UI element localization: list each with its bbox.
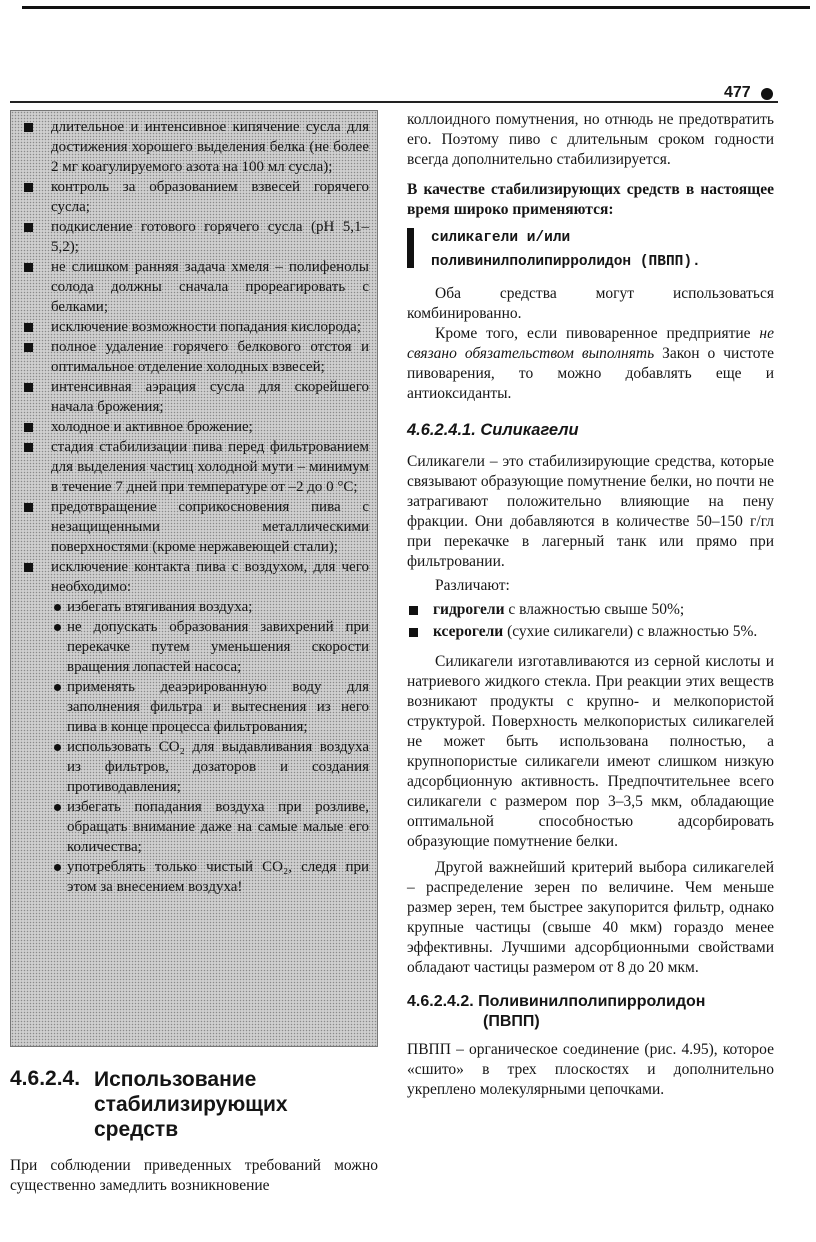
list-item: контроль за образованием взвесей горячего сусла; [11,177,369,217]
paragraph: коллоидного помутнения, но отнюдь не предотвратить его. Поэтому пиво с длительным сроком годности всегда дополнительно стабилизируется. [407,111,774,168]
list-item: исключение возможности попадания кислорода; [11,317,369,337]
paragraph: Оба средства могут использоваться комбинированно. [407,285,774,322]
paragraph: Силикагели – это стабилизирующие средства, которые связывают образующие помутнение белки, но почти не затрагивают положительно влияющие на пену фракции. Они добавляются в количестве 50–150 г/гл при перекачке в лагерный танк или прямо при фильтровании. [407,453,774,570]
top-rule [22,6,810,9]
sub-list-item: избегать попадания воздуха при розливе, обращать внимание даже на самые малые его количества; [51,797,369,857]
air-contact-sublist [51,597,369,897]
paragraph: ПВПП – органическое соединение (рис. 4.95), которое «сшито» в трех плоскостях и дополнительно укреплено молекулярными цепочками. [407,1041,774,1098]
requirements-box [10,110,378,1047]
list-item: исключение контакта пива с воздухом, для чего необходимо: избегать втягивания воздуха; не допускать образования завихрений при перекачке путем уменьшения скорости вращения лопастей насоса; применять деаэрированную воду для заполнения фильтра и вытеснения из него пива в конце процесса фильтрования; использовать CO₂ для выдавливания воздуха из фильтров, дозаторов и создания противодавления; избегать попадания воздуха при розливе, обращать внимание даже на самые малые его количества; употреблять только чистый CO₂, следя при этом за внесением воздуха! [11,557,369,897]
bullet-square-icon [24,443,33,452]
gel-types-list [407,600,774,642]
bullet-square-icon [409,628,418,637]
list-item: подкисление готового горячего сусла (рН 5,1–5,2); [11,217,369,257]
bullet-square-icon [24,503,33,512]
list-item: гидрогели с влажностью свыше 50%; [407,600,774,620]
bullet-square-icon [24,563,33,572]
paragraph: Кроме того, если пивоваренное предприятие не связано обязательством выполнять Закон о чистоте пивоварения, то можно добавлять еще и антиоксиданты. [407,325,775,402]
sub-list-item: применять деаэрированную воду для заполнения фильтра и вытеснения из него пива в конце процесса фильтрования; [51,677,369,737]
bullet-square-icon [24,263,33,272]
bullet-square-icon [24,183,33,192]
paragraph: Силикагели изготавливаются из серной кислоты и натриевого жидкого стекла. При реакции этих веществ возникают продукты с крупно- и мелкопористой структурой. Поверхность мелкопористых силикагелей не может быть использована полностью, а крупнопористые силикагели имеют слишком низкую адсорбционную активность. Предпочтительнее всего силикагели с размером пор 3–3,5 мкм, обладающие оптимальной способностью адсорбировать образующие помутнение белки. [407,653,774,850]
list-item: предотвращение соприкосновения пива с незащищенными металлическими поверхностями (кроме нержавеющей стали); [11,497,369,557]
bullet-square-icon [409,606,418,615]
requirements-list [11,117,369,897]
list-item: ксерогели (сухие силикагели) с влажностью 5%. [407,622,774,642]
paragraph: Различают: [435,577,510,594]
paragraph: Другой важнейший критерий выбора силикагелей – распределение зерен по величине. Чем меньше размер зерен, тем быстрее закупорится фильтр, однако крупные частицы (свыше 40 мкм) гораздо менее эффективны. Лучшими адсорбционными свойствами обладают частицы размером от 8 до 20 мкм. [407,859,774,976]
sub-list-item: употреблять только чистый CO₂, следя при этом за внесением воздуха! [51,857,369,897]
list-item: полное удаление горячего белкового отстоя и оптимальное отделение холодных взвесей; [11,337,369,377]
list-item: длительное и интенсивное кипячение сусла для достижения хорошего выделения белка (не более 2 мг коагулируемого азота на 100 мл сусла); [11,117,369,177]
agent-pvpp: поливинилполипирролидон (ПВПП). [431,254,701,270]
right-column [407,110,774,1100]
bullet-dot-icon [54,604,61,611]
list-item: холодное и активное брожение; [11,417,369,437]
bullet-dot-icon [54,744,61,751]
section-number: 4.6.2.4. [10,1067,81,1090]
bullet-square-icon [24,343,33,352]
list-item: интенсивная аэрация сусла для скорейшего начала брожения; [11,377,369,417]
page-number: 477 [724,84,751,101]
bullet-dot-icon [54,624,61,631]
sub-list-item: не допускать образования завихрений при перекачке путем уменьшения скорости вращения лопастей насоса; [51,617,369,677]
sub-list-item: избегать втягивания воздуха; [51,597,369,617]
bullet-dot-icon [54,684,61,691]
list-item: не слишком ранняя задача хмеля – полифенолы солода должны сначала прореагировать с белками; [11,257,369,317]
subsection-heading-silica: 4.6.2.4.1. Силикагели [407,421,579,439]
bullet-square-icon [24,423,33,432]
section-intro-paragraph: При соблюдении приведенных требований можно существенно замедлить возникновение [10,1157,378,1194]
stabilizer-agents-block [407,226,774,274]
agent-silica: силикагели и/или [431,230,571,246]
bullet-dot-icon [54,804,61,811]
section-title: Использование стабилизирующих средств [94,1068,288,1141]
accent-bar [407,228,414,268]
paragraph-bold: В качестве стабилизирующих средств в настоящее время широко применяются: [407,181,774,218]
bullet-dot-icon [54,864,61,871]
sub-list-item: использовать CO₂ для выдавливания воздуха из фильтров, дозаторов и создания противодавления; [51,737,369,797]
header-rule [10,101,778,103]
list-item: стадия стабилизации пива перед фильтрованием для выделения частиц холодной мути – минимум в течение 7 дней при температуре от –2 до 0 °С; [11,437,369,497]
subsection-heading-pvpp: 4.6.2.4.2. Поливинилполипирролидон (ПВПП) [407,993,706,1030]
bullet-square-icon [24,383,33,392]
bullet-square-icon [24,123,33,132]
page-marker-icon [761,88,773,100]
bullet-square-icon [24,323,33,332]
bullet-square-icon [24,223,33,232]
